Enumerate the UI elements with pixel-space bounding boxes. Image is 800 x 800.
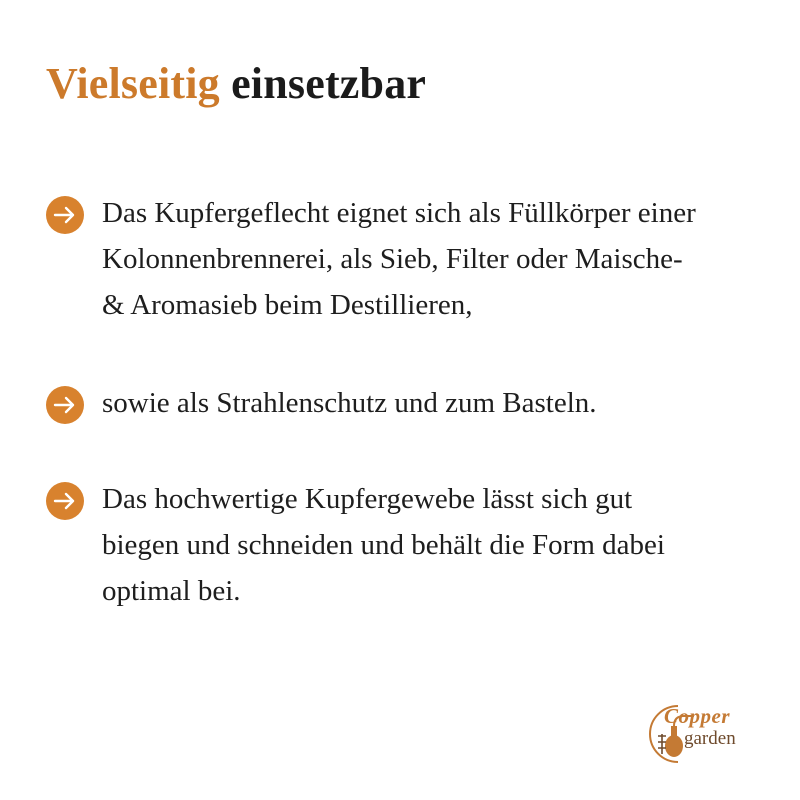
copper-garden-logo <box>638 700 768 766</box>
logo-word-garden: garden <box>684 728 736 749</box>
list-item-text: Das hochwertige Kupfergewebe lässt sich gut biegen und schneiden und behält die Form dabei optimal bei. <box>102 483 665 607</box>
page-title <box>46 56 426 112</box>
logo-word-copper: Copper <box>664 704 730 728</box>
arrow-right-icon <box>46 196 84 234</box>
list-item-text: Das Kupfergeflecht eignet sich als Füllkörper einer Kolonnenbrennerei, als Sieb, Filter oder Maische- & Aromasieb beim Destillieren, <box>102 197 696 321</box>
arrow-right-icon <box>46 386 84 424</box>
title-rest-word: einsetzbar <box>231 59 427 108</box>
title-accent-word: Vielseitig <box>46 59 220 108</box>
arrow-right-icon <box>46 482 84 520</box>
list-item-text: sowie als Strahlenschutz und zum Basteln. <box>102 387 597 419</box>
